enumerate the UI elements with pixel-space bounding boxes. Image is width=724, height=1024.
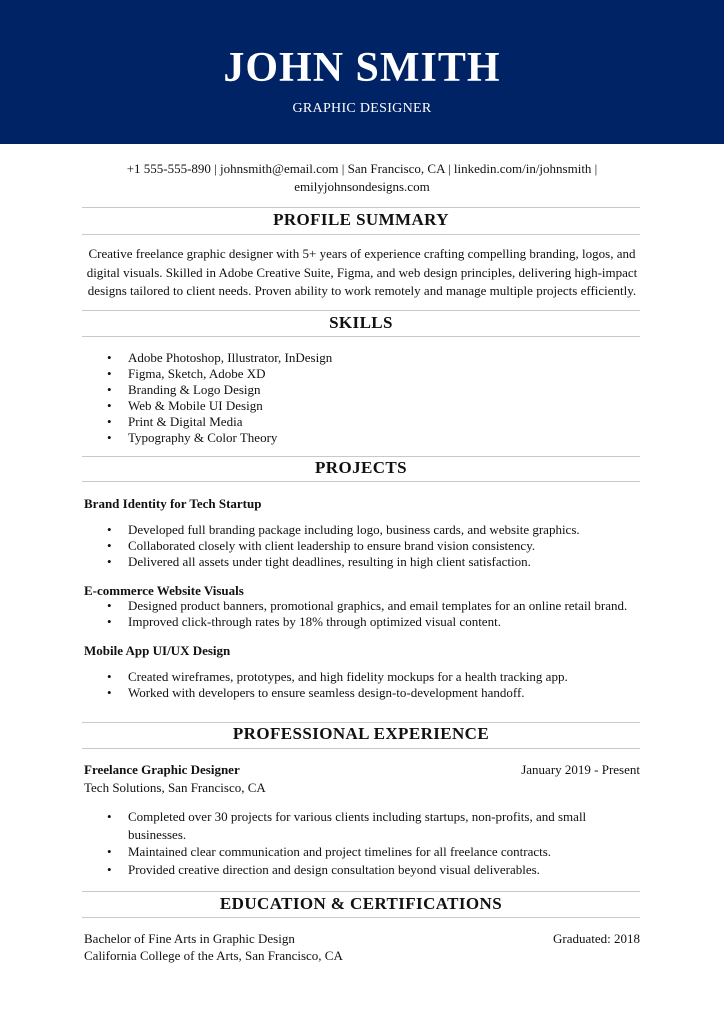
list-item: • Print & Digital Media [128,414,640,430]
skills-list [128,350,640,446]
bullet-line-2: businesses. [128,826,187,842]
project-title: Mobile App UI/UX Design [84,643,231,658]
experience-bullets [128,808,640,878]
divider [82,891,640,892]
education-graduated: Graduated: 2018 [552,931,640,946]
experience-heading: PROFESSIONAL EXPERIENCE [232,724,490,743]
project-bullets [128,669,640,701]
divider [82,310,640,311]
list-item: • Improved click-through rates by 18% through optimized visual content. [128,614,640,630]
education-school: California College of the Arts, San Francisco, CA [84,948,343,963]
project-title: E-commerce Website Visuals [84,583,244,598]
bullet-line-1: • Completed over 30 projects for various clients including startups, non-profits, and small [128,809,587,824]
job-title: GRAPHIC DESIGNER [292,101,432,116]
list-item [128,808,640,843]
education-degree: Bachelor of Fine Arts in Graphic Design [84,931,295,946]
candidate-name: JOHN SMITH [223,45,501,91]
divider [82,207,640,208]
contact-line-2: emilyjohnsondesigns.com [294,179,430,194]
list-item: • Adobe Photoshop, Illustrator, InDesign [128,350,640,366]
contact-line-1: +1 555-555-890 | johnsmith@email.com | San Francisco, CA | linkedin.com/in/johnsmith | [126,161,598,176]
list-item: • Worked with developers to ensure seamless design-to-development handoff. [128,685,640,701]
list-item: • Collaborated closely with client leadership to ensure brand vision consistency. [128,538,640,554]
experience-role: Freelance Graphic Designer [84,762,240,777]
profile-line-1: Creative freelance graphic designer with 5+ years of experience crafting compelling branding, logos, and [88,246,636,261]
project-title: Brand Identity for Tech Startup [84,496,262,511]
contact-info [84,160,640,196]
list-item: • Designed product banners, promotional graphics, and email templates for an online retail brand. [128,598,640,614]
list-item: • Figma, Sketch, Adobe XD [128,366,640,382]
divider [82,748,640,749]
divider [82,234,640,235]
education-heading: EDUCATION & CERTIFICATIONS [219,894,503,913]
divider [82,481,640,482]
header-banner [0,0,724,144]
list-item: • Provided creative direction and design consultation beyond visual deliverables. [128,861,640,879]
projects-heading: PROJECTS [315,458,407,477]
profile-line-2: digital visuals. Skilled in Adobe Creative Suite, Figma, and web design principles, delivering high-impact [86,264,638,280]
list-item: • Delivered all assets under tight deadlines, resulting in high client satisfaction. [128,554,640,570]
profile-summary-text [84,245,640,301]
list-item: • Created wireframes, prototypes, and high fidelity mockups for a health tracking app. [128,669,640,685]
project-bullets [128,598,640,630]
list-item: • Developed full branding package including logo, business cards, and website graphics. [128,522,640,538]
divider [82,917,640,918]
list-item: • Maintained clear communication and project timelines for all freelance contracts. [128,843,640,861]
divider [82,336,640,337]
skills-heading: SKILLS [329,313,393,332]
list-item: • Typography & Color Theory [128,430,640,446]
experience-dates: January 2019 - Present [521,762,640,777]
list-item: • Branding & Logo Design [128,382,640,398]
profile-line-3: designs tailored to client needs. Proven ability to work remotely and manage multiple projects efficiently. [87,283,637,298]
experience-company: Tech Solutions, San Francisco, CA [84,780,266,795]
list-item: • Web & Mobile UI Design [128,398,640,414]
profile-summary-heading: PROFILE SUMMARY [273,210,449,229]
project-bullets [128,522,640,570]
